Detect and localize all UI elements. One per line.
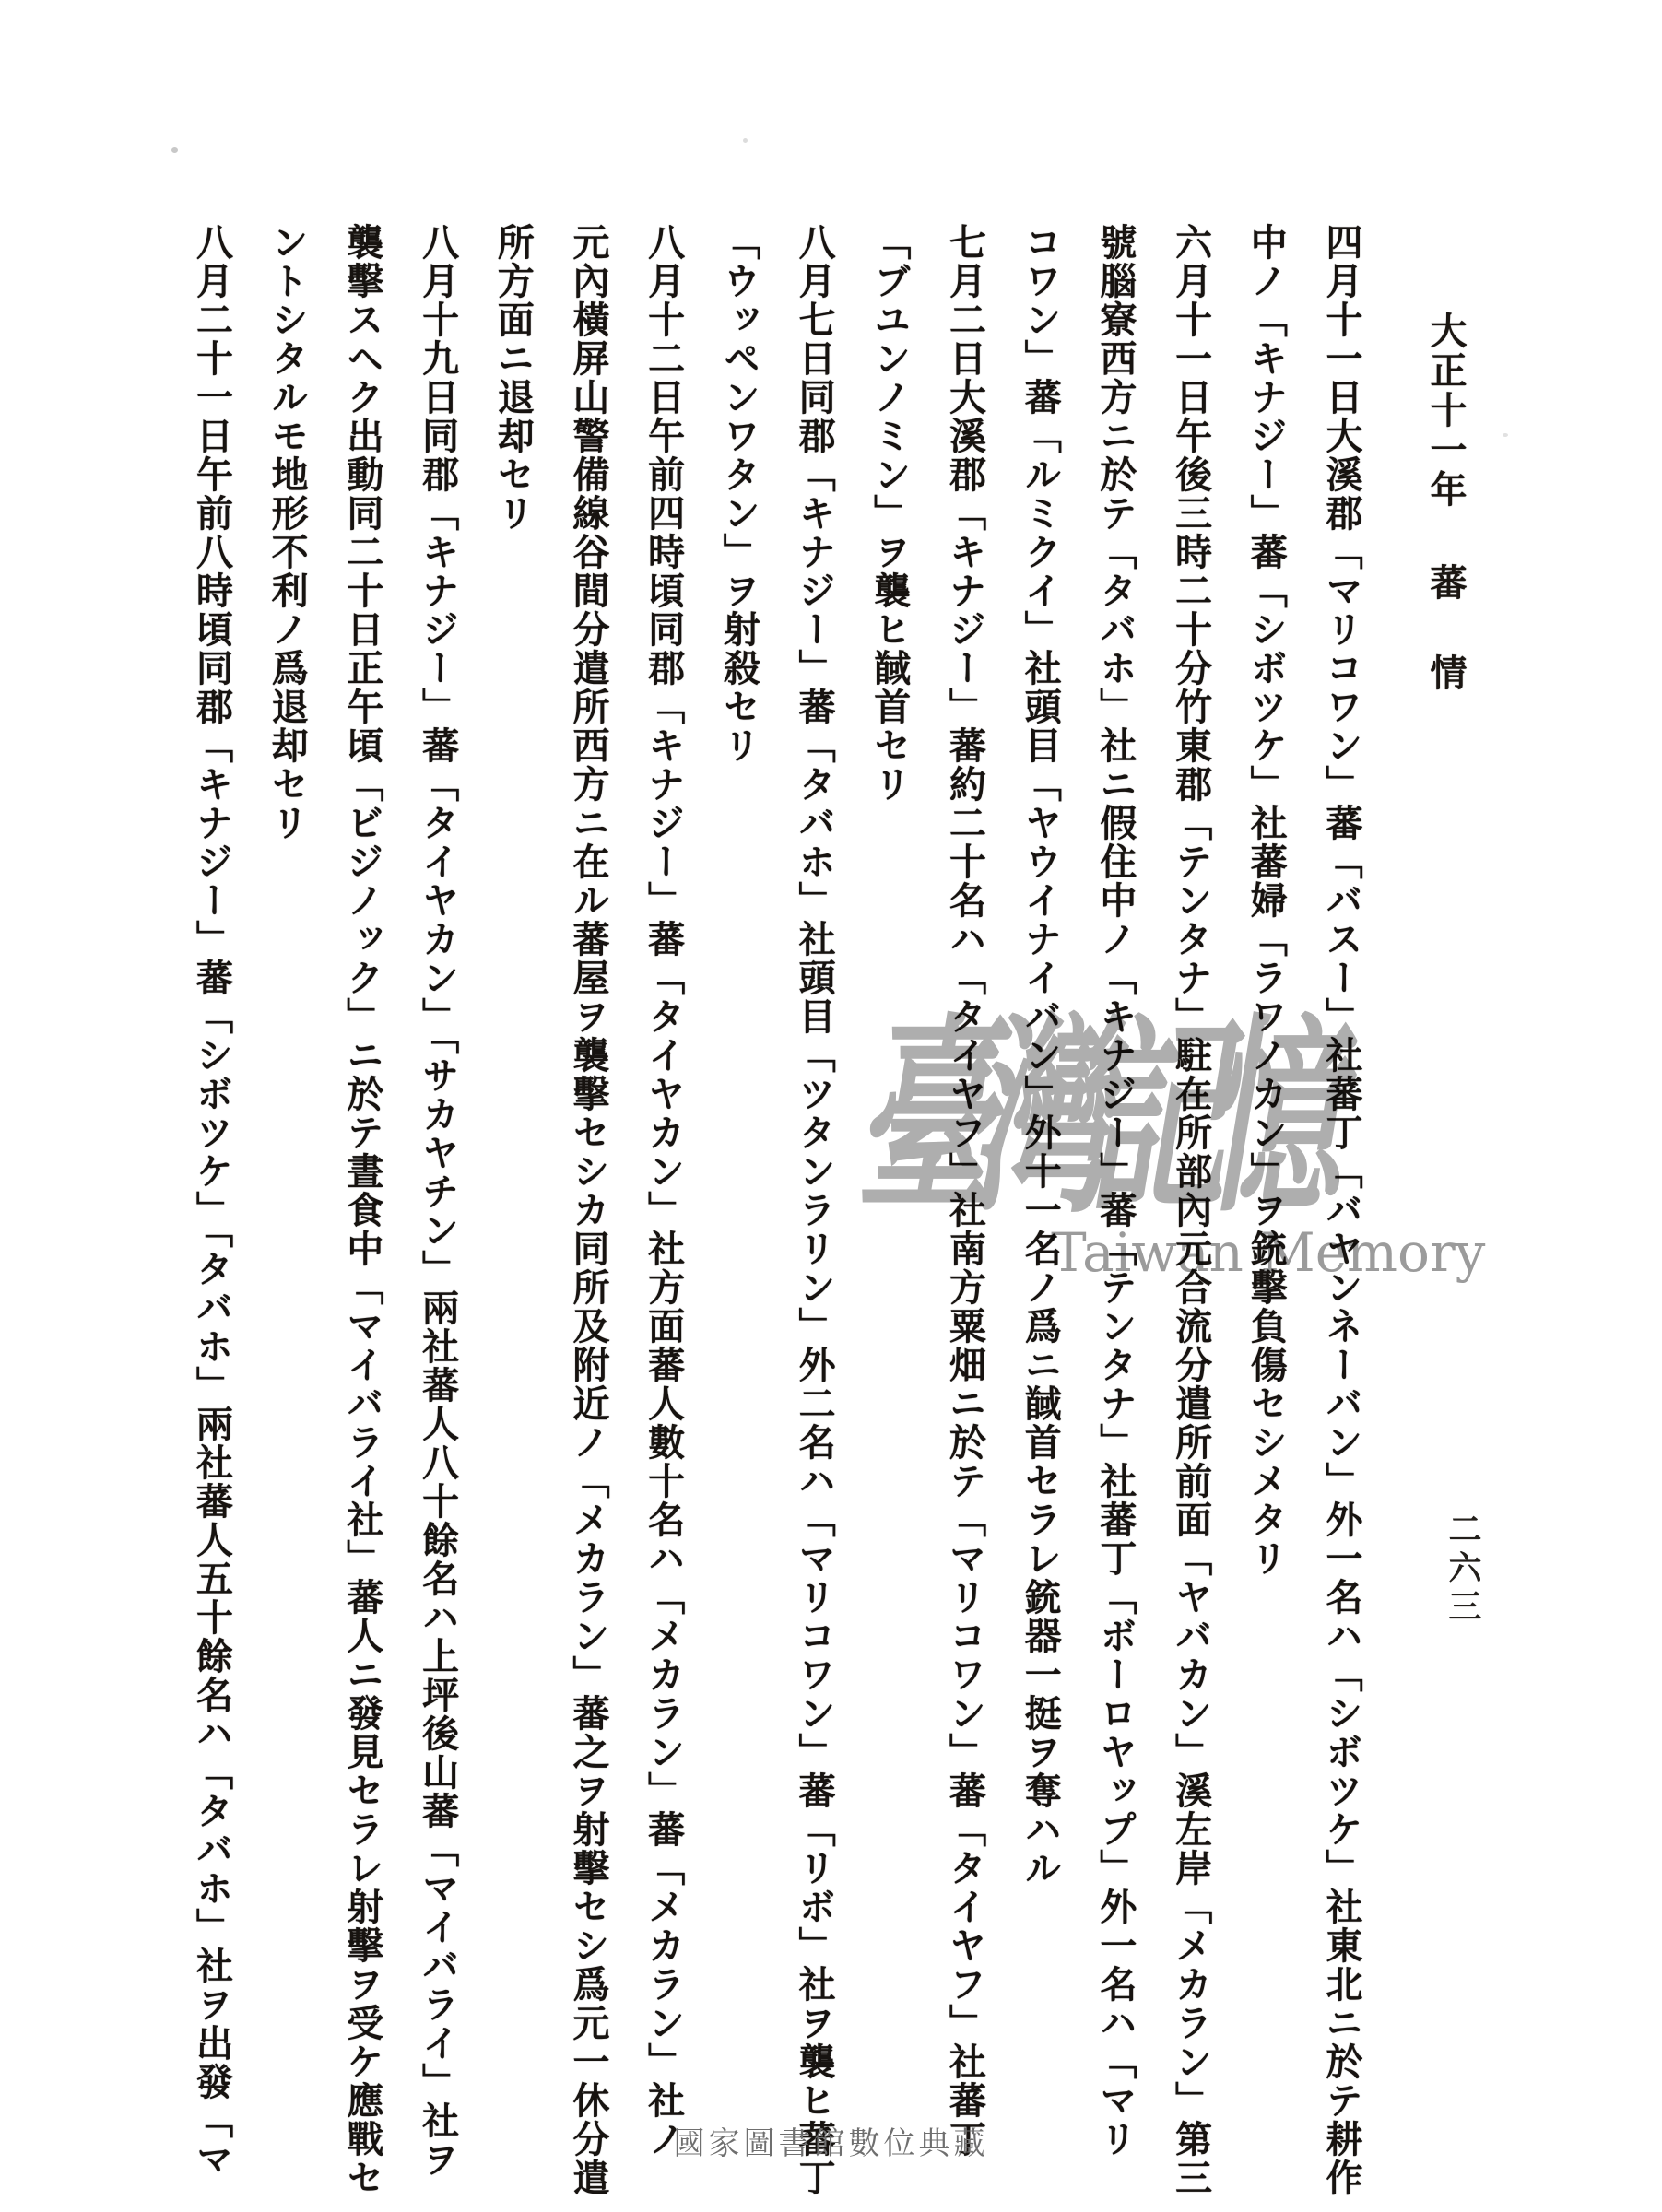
scan-speck (171, 147, 178, 153)
text-column: 元內橫屏山警備線谷間分遣所西方ニ在ル蕃屋ヲ襲擊セシカ同所及附近ノ「メカラン」蕃之ヲ射擊セシ爲元一休分遣 (567, 223, 609, 2197)
watermark-latin-text: Taiwan Memory (1051, 1221, 1486, 1284)
text-column: 八月十九日同郡「キナジー」蕃「タイヤカン」「サカヤチン」兩社蕃人八十餘名ハ上坪後山蕃「マイバライ」社ヲ (417, 223, 459, 2179)
footer-imprint: 國家圖書館數位典藏 (673, 2126, 989, 2161)
text-column: 八月七日同郡「キナジー」蕃「タバホ」社頭目「ツタンラリン」外二名ハ「マリコワン」蕃「リボ」社ヲ襲ヒ蕃丁 (794, 223, 836, 2197)
document-header (1420, 312, 1472, 744)
text-column: 八月十二日午前四時頃同郡「キナジー」蕃「タイヤカン」社方面蕃人數十名ハ「メカラン」蕃「メカラン」社ノ (642, 223, 685, 2159)
page-number: 二六三 (1444, 1512, 1481, 1628)
text-column: ントシタルモ地形不利ノ爲退却セリ (266, 223, 309, 842)
text-column: 八月二十一日午前八時頃同郡「キナジー」蕃「シボツケ」「タバホ」兩社蕃人五十餘名ハ「タバホ」社ヲ出發「マ (191, 223, 233, 2179)
header-era-title: 大正十一年 (1425, 312, 1467, 510)
text-column: 襲擊スヘク出動同二十日正午頃「ビジノック」ニ於テ晝食中「マイバライ社」蕃人ニ發見セラレ射擊ヲ受ケ應戰セ (341, 223, 383, 2197)
text-column: 四月十一日大溪郡「マリコワン」蕃「バスー」社蕃丁「バヤンネーバン」外一名ハ「シボツケ」社東北ニ於テ耕作 (1321, 223, 1362, 2197)
text-column: 所方面ニ退却セリ (492, 223, 535, 533)
text-column: 中ノ「キナジー」蕃「シボツケ」社蕃婦「ラワノカン」ヲ銃擊負傷セシメタリ (1245, 223, 1288, 1578)
text-column: 「ブユンノミン」ヲ襲ヒ馘首セリ (868, 223, 911, 804)
scan-speck (743, 138, 748, 143)
header-category: 蕃情 (1425, 563, 1467, 744)
text-column: コワン」蕃「ルミクイ」社頭目「ヤウイナイバン」外十一名ノ爲ニ馘首セラレ銃器一挺ヲ奪ハル (1020, 223, 1062, 1888)
text-column: 七月二日大溪郡「キナジー」蕃約二十名ハ「タイヤフ」社南方粟畑ニ於テ「マリコワン」蕃「タイヤフ」社蕃丁 (944, 223, 986, 2159)
text-column: 號腦寮西方ニ於テ「タバホ」社ニ假住中ノ「キナジー」蕃「テンタナ」社蕃丁「ボーロヤップ」外一名ハ「マリ (1094, 223, 1137, 2159)
text-column: 「ウッペンワタン」ヲ射殺セリ (718, 223, 760, 765)
text-column: 六月十一日午後三時二十分竹東郡「テンタナ」駐在所部內元合流分遣所前面「ヤバカン」溪左岸「メカラン」第三 (1170, 223, 1212, 2197)
watermark-cjk-text: 臺灣記憶 (855, 994, 1318, 1241)
scan-speck (1503, 433, 1508, 437)
